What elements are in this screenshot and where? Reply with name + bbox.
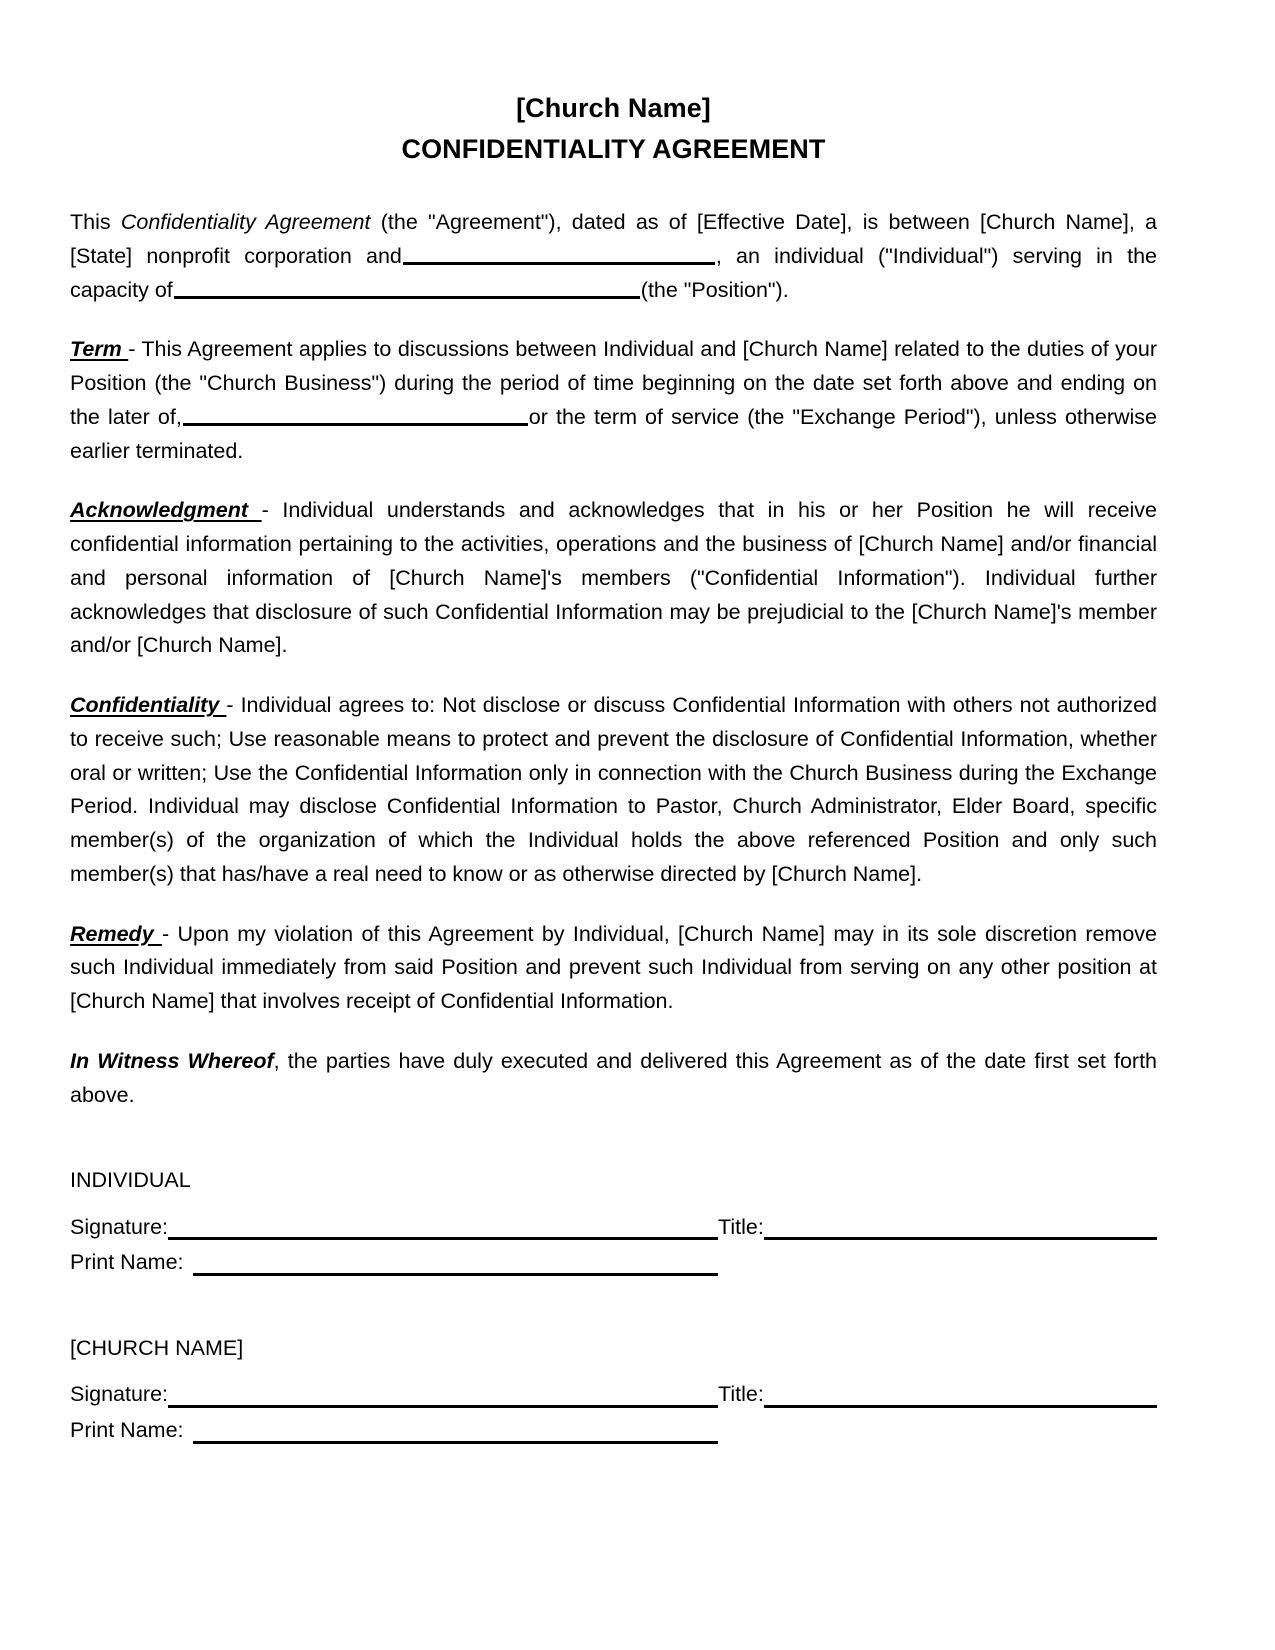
witness-text: , the parties have duly executed and delivered this Agreement as of the date first set forth above. — [70, 1048, 1158, 1107]
input-church-title[interactable] — [764, 1385, 1157, 1408]
term-text-1: - This Agreement applies to discussions between Individual and [Church Name] related to the duties of your Position (the "Church Business") during the period of time beginning on the date set forth above and ending on the later of, — [70, 337, 1158, 429]
intro-text-2: (the "Agreement"), dated as of [Effective Date], is between [Church Name], a [State] nonprofit corporation and — [70, 210, 1157, 268]
term-text-2: or the term of service (the "Exchange Period"), unless otherwise earlier terminated. — [70, 404, 1157, 463]
witness-lead: In Witness Whereof — [70, 1048, 274, 1073]
signature-row-individual-signature — [70, 1215, 1157, 1241]
signature-row-church-print-name — [70, 1418, 1157, 1444]
individual-title-group — [718, 1215, 1157, 1241]
blank-position[interactable] — [174, 279, 640, 299]
signature-row-individual-print-name — [70, 1250, 1157, 1276]
paragraph-witness — [70, 1045, 1157, 1113]
paragraph-acknowledgment — [70, 494, 1157, 663]
intro-italic-term: Confidentiality Agreement — [120, 210, 371, 235]
document-title — [70, 88, 1157, 170]
paragraph-confidentiality — [70, 689, 1157, 892]
signature-area — [70, 1164, 1157, 1444]
section-heading-remedy: Remedy — [70, 921, 162, 946]
intro-text-4: (the "Position"). — [640, 277, 789, 302]
input-church-signature[interactable] — [168, 1385, 718, 1408]
church-title-group — [718, 1382, 1157, 1408]
paragraph-term — [70, 333, 1157, 468]
input-individual-title[interactable] — [764, 1217, 1157, 1240]
label-title: Title: — [718, 1214, 764, 1239]
paragraph-intro — [70, 206, 1157, 307]
remedy-text: - Upon my violation of this Agreement by Individual, [Church Name] may in its sole discretion remove such Individual immediately from said Position and prevent such Individual from serving on any other position at [Church Name] that involves receipt of Confidential Information. — [70, 921, 1158, 1014]
input-church-print-name[interactable] — [193, 1421, 718, 1444]
section-heading-term: Term — [70, 337, 129, 362]
individual-print-name-group — [70, 1250, 718, 1276]
section-heading-acknowledgment: Acknowledgment — [70, 498, 262, 523]
intro-text-1: This — [70, 210, 121, 235]
title-church-name: [Church Name] — [516, 93, 711, 123]
signature-party-individual: INDIVIDUAL — [70, 1168, 191, 1193]
acknowledgment-text: - Individual understands and acknowledges that in his or her Position he will receive confidential information pertaining to the activities, operations and the business of [Church Name] and/or financial and personal information of [Church Name]'s members ("Confidential Information"). Individual further acknowledges that disclosure of such Confidential Information may be prejudicial to the [Church Name]'s member and/or [Church Name]. — [70, 498, 1158, 658]
document-body — [70, 206, 1157, 1112]
input-individual-signature[interactable] — [168, 1217, 718, 1240]
label-signature: Signature: — [70, 1382, 169, 1407]
blank-later-of-date[interactable] — [183, 406, 528, 426]
label-print-name: Print Name: — [70, 1250, 184, 1275]
signature-block-individual — [70, 1164, 1157, 1276]
paragraph-remedy — [70, 918, 1157, 1019]
intro-text-3: , an individual ("Individual") serving in the capacity of — [70, 243, 1157, 302]
individual-signature-group — [70, 1215, 718, 1241]
section-heading-confidentiality: Confidentiality — [70, 693, 227, 718]
signature-row-church-signature — [70, 1382, 1157, 1408]
label-signature: Signature: — [70, 1214, 169, 1239]
signature-block-church — [70, 1332, 1157, 1444]
church-signature-group — [70, 1382, 718, 1408]
church-print-name-group — [70, 1418, 718, 1444]
title-agreement: CONFIDENTIALITY AGREEMENT — [401, 134, 826, 165]
label-print-name: Print Name: — [70, 1418, 184, 1443]
signature-party-church: [CHURCH NAME] — [70, 1336, 244, 1361]
confidentiality-text: - Individual agrees to: Not disclose or discuss Confidential Information with others not authorized to receive such; Use reasonable means to protect and prevent the disclosure of Confidential Information, whether oral or written; Use the Confidential Information only in connection with the Church Business during the Exchange Period. Individual may disclose Confidential Information to Pastor, Church Administrator, Elder Board, specific member(s) of the organization of which the Individual holds the above referenced Position and only such member(s) that has/have a real need to know or as otherwise directed by [Church Name]. — [70, 693, 1157, 886]
blank-individual-name[interactable] — [403, 245, 715, 265]
input-individual-print-name[interactable] — [193, 1253, 718, 1276]
label-title: Title: — [718, 1382, 764, 1407]
